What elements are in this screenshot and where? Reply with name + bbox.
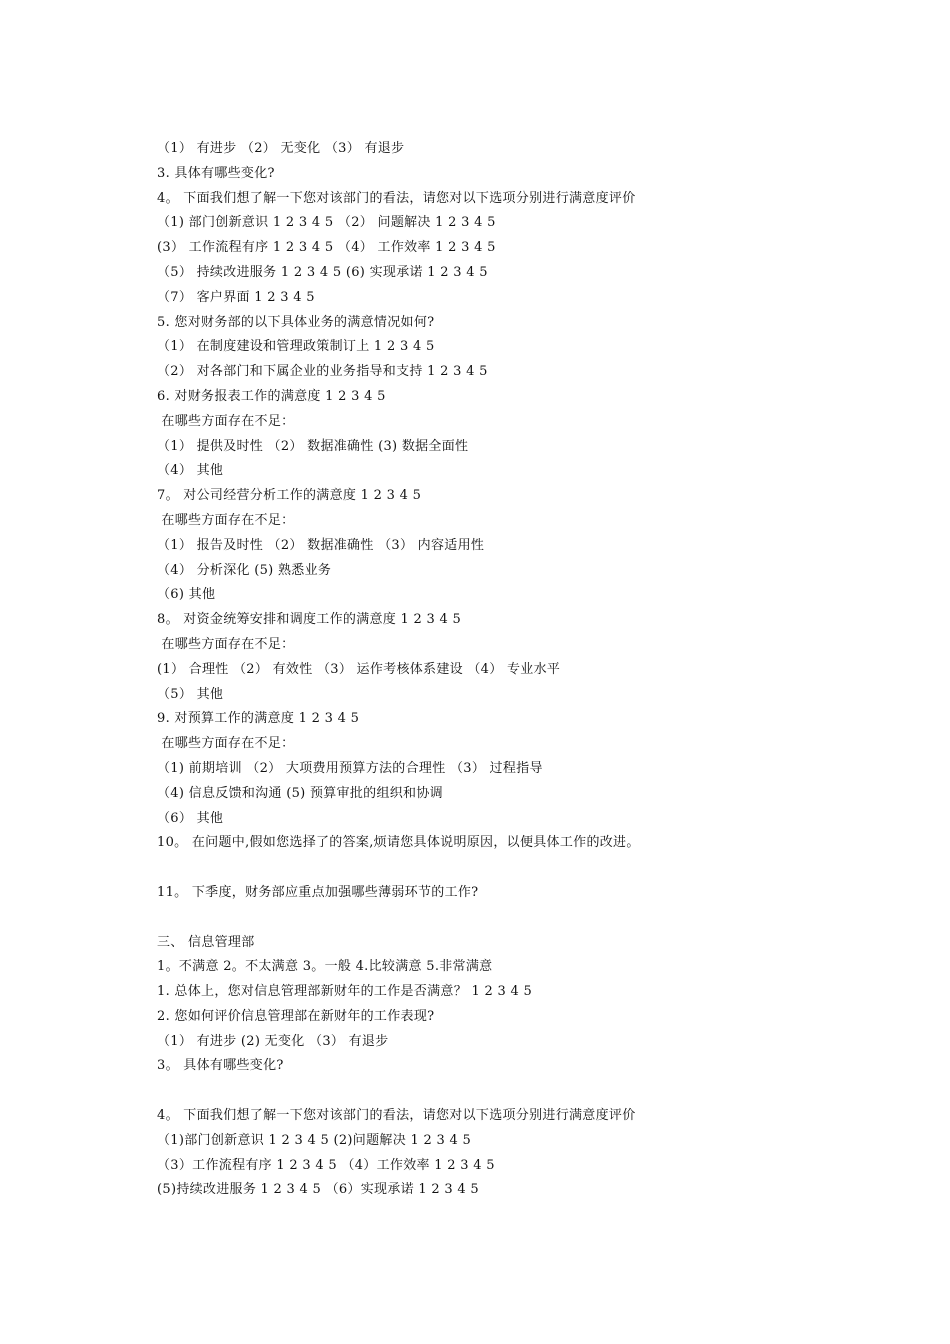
text-line: 2. 您如何评价信息管理部在新财年的工作表现? bbox=[157, 1008, 435, 1024]
text-line: （1) 部门创新意识 1 2 3 4 5 （2） 问题解决 1 2 3 4 5 bbox=[157, 215, 496, 231]
text-line: （6） 其他 bbox=[157, 810, 224, 826]
text-line: 11。 下季度，财务部应重点加强哪些薄弱环节的工作? bbox=[157, 884, 479, 900]
text-line: 4。 下面我们想了解一下您对该部门的看法，请您对以下选项分别进行满意度评价 bbox=[157, 1108, 636, 1124]
text-line: （5） 持续改进服务 1 2 3 4 5 (6) 实现承诺 1 2 3 4 5 bbox=[157, 264, 488, 280]
text-line: 在哪些方面存在不足： bbox=[157, 512, 295, 528]
text-line: （1） 有进步 (2) 无变化 （3） 有退步 bbox=[157, 1033, 389, 1049]
text-line: （4） 分析深化 (5) 熟悉业务 bbox=[157, 562, 332, 578]
text-line: 9. 对预算工作的满意度 1 2 3 4 5 bbox=[157, 711, 360, 727]
text-line: 4。 下面我们想了解一下您对该部门的看法，请您对以下选项分别进行满意度评价 bbox=[157, 190, 636, 206]
text-line: 1. 总体上，您对信息管理部新财年的工作是否满意？ 1 2 3 4 5 bbox=[157, 984, 533, 1000]
text-line: 在哪些方面存在不足： bbox=[157, 636, 295, 652]
text-line: （3）工作流程有序 1 2 3 4 5 （4）工作效率 1 2 3 4 5 bbox=[157, 1157, 495, 1173]
text-line: （1） 有进步 （2） 无变化 （3） 有退步 bbox=[157, 141, 405, 156]
text-line: （7） 客户界面 1 2 3 4 5 bbox=[157, 289, 315, 305]
text-line: （1） 报告及时性 （2） 数据准确性 （3） 内容适用性 bbox=[157, 537, 485, 553]
text-line: 5. 您对财务部的以下具体业务的满意情况如何? bbox=[157, 314, 435, 330]
text-line: （5） 其他 bbox=[157, 686, 224, 702]
text-line: （1） 在制度建设和管理政策制订上 1 2 3 4 5 bbox=[157, 339, 435, 355]
document-body bbox=[157, 137, 857, 1203]
text-line: (5)持续改进服务 1 2 3 4 5 （6）实现承诺 1 2 3 4 5 bbox=[157, 1182, 479, 1198]
section-heading: 三、 信息管理部 bbox=[157, 934, 255, 950]
text-line: （1) 前期培训 （2） 大项费用预算方法的合理性 （3） 过程指导 bbox=[157, 760, 543, 776]
text-line: （1)部门创新意识 1 2 3 4 5 (2)问题解决 1 2 3 4 5 bbox=[157, 1132, 472, 1148]
text-line: （6) 其他 bbox=[157, 587, 216, 603]
blank-line bbox=[157, 906, 857, 931]
text-line: 6. 对财务报表工作的满意度 1 2 3 4 5 bbox=[157, 388, 386, 404]
text-line: （4） 其他 bbox=[157, 463, 224, 479]
text-line: （1） 提供及时性 （2） 数据准确性 (3) 数据全面性 bbox=[157, 438, 469, 454]
text-line: 在哪些方面存在不足： bbox=[157, 413, 295, 429]
text-line: 3. 具体有哪些变化? bbox=[157, 165, 275, 181]
text-line: (1） 合理性 （2） 有效性 （3） 运作考核体系建设 （4） 专业水平 bbox=[157, 661, 561, 677]
text-line: （4) 信息反馈和沟通 (5) 预算审批的组织和协调 bbox=[157, 785, 443, 801]
text-line: 在哪些方面存在不足： bbox=[157, 736, 295, 752]
text-line: 10。 在问题中,假如您选择了的答案,烦请您具体说明原因，以便具体工作的改进。 bbox=[157, 835, 640, 851]
text-line: 3。 具体有哪些变化? bbox=[157, 1058, 284, 1074]
blank-line bbox=[157, 856, 857, 881]
text-line: 7。 对公司经营分析工作的满意度 1 2 3 4 5 bbox=[157, 488, 422, 504]
blank-line bbox=[157, 1079, 857, 1104]
text-line: 8。 对资金统筹安排和调度工作的满意度 1 2 3 4 5 bbox=[157, 612, 462, 628]
text-line: （2） 对各部门和下属企业的业务指导和支持 1 2 3 4 5 bbox=[157, 364, 488, 380]
text-line: (3） 工作流程有序 1 2 3 4 5 （4） 工作效率 1 2 3 4 5 bbox=[157, 240, 496, 256]
text-line: 1。不满意 2。不太满意 3。一般 4.比较满意 5.非常满意 bbox=[157, 959, 493, 975]
